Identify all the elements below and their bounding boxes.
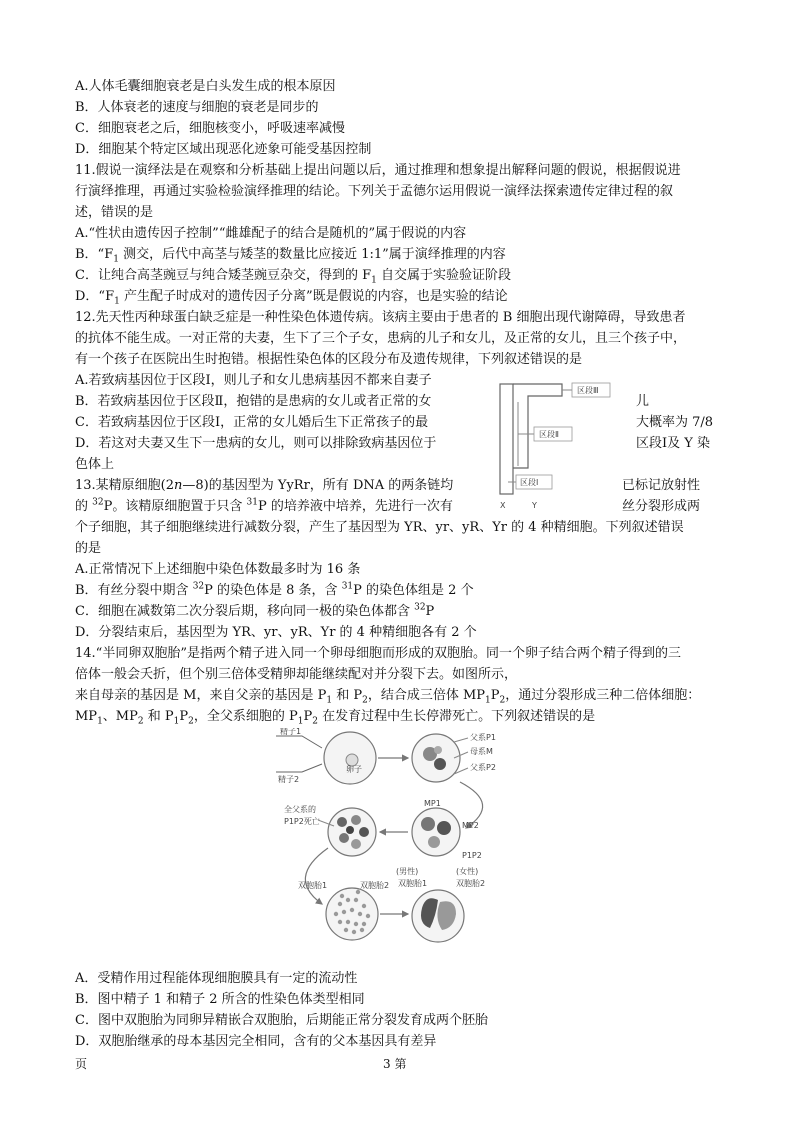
q11-option-d: D．“$F_1$ 产生配子时成对的遗传因子分离”既是假说的内容，也是实验的结论	[75, 289, 508, 307]
all-paternal-label: 全父系的	[284, 805, 316, 814]
q11-option-c: C．让纯合高茎豌豆与纯合矮茎豌豆杂交，得到的 $F_1$ 自交属于实验验证阶段	[75, 268, 511, 286]
q12-stem-line2: 的抗体不能生成。一对正常的夫妻，生下了三个子女，患病的儿子和女儿，及正常的女儿，且三个孩子中，	[75, 331, 687, 346]
q12-option-d: D．若这对夫妻又生下一患病的女儿，则可以排除致病基因位于	[75, 436, 437, 451]
p1p2-death-label: P1P2死亡	[284, 817, 320, 826]
twin-1b-label: 双胞胎1	[398, 879, 428, 888]
egg-label: 卵子	[346, 765, 362, 774]
male-label: (男性)	[396, 867, 419, 876]
page-number: 3 第	[383, 1057, 407, 1071]
q13-option-a: A.正常情况下上述细胞中染色体数最多时为 16 条	[75, 562, 361, 577]
q14-stem-line3: 来自母亲的基因是 M，来自父亲的基因是 $P_1$ 和 $P_2$，结合成三倍体 $MP_1P_2$，通过分裂形成三种二倍体细胞：	[75, 688, 701, 706]
q10-option-d: D．细胞某个特定区域出现恶化迹象可能受基因控制	[75, 142, 372, 157]
segment-1-label: 区段Ⅰ	[520, 478, 539, 487]
q13-option-c: C．细胞在减数第二次分裂后期，移向同一极的染色体都含 $^{32}$P	[75, 602, 435, 619]
q11-option-b: B．“$F_1$ 测交，后代中高茎与矮茎的数量比应接近 1:1”属于演绎推理的内容	[75, 247, 506, 265]
q13-option-b: B．有丝分裂中期含 $^{32}$P 的染色体是 8 条，含 $^{31}$P 的染色体组是 2 个	[75, 581, 474, 598]
q12-option-d-tail: 区段Ⅰ及 Y 染	[636, 436, 710, 451]
twin-2b-label: 双胞胎2	[456, 879, 486, 888]
twin-1-label: 双胞胎1	[298, 881, 328, 890]
q12-stem-line3: 有一个孩子在医院出生时抱错。根据性染色体的区段分布及遗传规律，下列叙述错误的是	[75, 352, 583, 367]
segment-3-label: 区段Ⅲ	[577, 386, 599, 395]
female-label: (女性)	[456, 867, 479, 876]
q14-option-b: B．图中精子 1 和精子 2 所含的性染色体类型相同	[75, 992, 365, 1007]
q13-stem-line1-tail: 已标记放射性	[622, 478, 701, 493]
q11-stem-line3: 述，错误的是	[75, 205, 154, 220]
q13-stem-line2: 的 $^{32}$P。该精原细胞置于只含 $^{31}$P 的培养液中培养，先进行一次有	[75, 497, 453, 514]
mp1-label: MP1	[424, 799, 441, 808]
q10-option-c: C．细胞衰老之后，细胞核变小，呼吸速率减慢	[75, 121, 345, 136]
segment-2-label: 区段Ⅱ	[539, 430, 559, 439]
q14-option-c: C．图中双胞胎为同卵异精嵌合双胞胎，后期能正常分裂发育成两个胚胎	[75, 1013, 488, 1028]
q12-option-a: A.若致病基因位于区段Ⅰ，则儿子和女儿患病基因不都来自妻子	[75, 373, 432, 388]
q13-stem-line3: 个子细胞，其子细胞继续进行减数分裂，产生了基因型为 YR、yr、yR、Yr 的 4 种精细胞。下列叙述错误	[75, 520, 684, 535]
q14-stem-line1: 14.“半同卵双胞胎”是指两个精子进入同一个卵母细胞而形成的双胞胎。同一个卵子结合两个精子得到的三	[75, 646, 681, 661]
q12-option-c: C．若致病基因位于区段Ⅰ，正常的女儿婚后生下正常孩子的最	[75, 415, 429, 430]
x-chromosome-label: X	[500, 501, 506, 510]
sex-chromosome-diagram	[490, 370, 620, 512]
footer-left: 页	[75, 1057, 88, 1071]
q13-option-d: D．分裂结束后，基因型为 YR、yr、yR、Yr 的 4 种精细胞各有 2 个	[75, 625, 477, 640]
maternal-m-label: 母系M	[470, 747, 493, 756]
q14-option-a: A．受精作用过程能体现细胞膜具有一定的流动性	[75, 971, 358, 986]
q14-stem-line2: 倍体一般会夭折，但个别三倍体受精卵却能继续配对并分裂下去。如图所示，	[75, 667, 518, 682]
q10-option-a: A.人体毛囊细胞衰老是白头发生成的根本原因	[75, 79, 336, 94]
q14-stem-line4: $MP_1$、$MP_2$ 和 $P_1P_2$，全父系细胞的 $P_1P_2$ 在发育过程中生长停滞死亡。下列叙述错误的是	[75, 709, 596, 727]
q13-stem-line4: 的是	[75, 541, 102, 556]
mp2-label: MP2	[462, 821, 479, 830]
q10-option-b: B．人体衰老的速度与细胞的衰老是同步的	[75, 100, 319, 115]
q11-stem-line2: 行演绎推理，再通过实验检验演绎推理的结论。下列关于孟德尔运用假说一演绎法探索遗传定律过程的叙	[75, 184, 674, 199]
q12-option-b-tail: 儿	[636, 394, 650, 409]
q11-option-a: A.“性状由遗传因子控制”“雌雄配子的结合是随机的”属于假说的内容	[75, 226, 467, 241]
paternal-p1-label: 父系P1	[470, 733, 496, 742]
semi-identical-twins-diagram	[270, 728, 530, 960]
q12-option-d-cont: 色体上	[75, 457, 115, 472]
q12-stem-line1: 12.先天性丙种球蛋白缺乏症是一种性染色体遗传病。该病主要由于患者的 B 细胞出现代谢障碍，导致患者	[75, 310, 686, 325]
q14-option-d: D．双胞胎继承的母本基因完全相同，含有的父本基因具有差异	[75, 1034, 437, 1049]
q11-stem-line1: 11.假说一演绎法是在观察和分析基础上提出问题以后，通过推理和想象提出解释问题的假说，根据假说进	[75, 163, 681, 178]
sperm-2-label: 精子2	[278, 775, 300, 784]
q13-stem-line2-tail: 丝分裂形成两	[622, 499, 701, 514]
q13-stem-line1: 13.某精原细胞(2n—8)的基因型为 YyRr，所有 DNA 的两条链均	[75, 478, 454, 493]
twin-2-label: 双胞胎2	[360, 881, 390, 890]
sperm-1-label: 精子1	[280, 728, 302, 736]
p1p2-label: P1P2	[462, 851, 482, 860]
q12-option-c-tail: 大概率为 7/8	[636, 415, 714, 430]
paternal-p2-label: 父系P2	[470, 763, 496, 772]
q12-option-b: B．若致病基因位于区段Ⅱ，抱错的是患病的女儿或者正常的女	[75, 394, 432, 409]
y-chromosome-label: Y	[532, 501, 537, 510]
